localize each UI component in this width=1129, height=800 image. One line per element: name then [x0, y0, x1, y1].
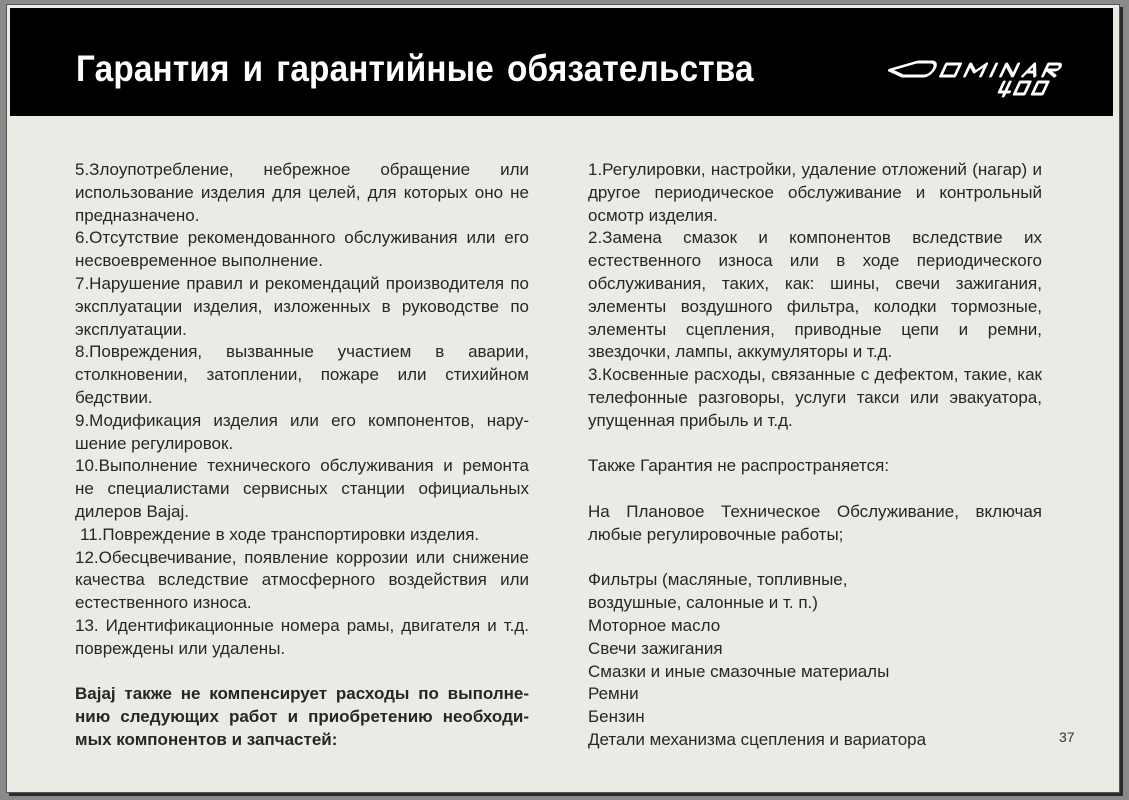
list-item: 11.Повреждение в ходе транспортировки изделия. — [80, 524, 480, 544]
spacer — [588, 478, 1042, 501]
list-item: воздушные, салонные и т. п.) — [588, 593, 818, 613]
list-item: 7.Нарушение правил и рекомендаций производителя по эксплуатации изделия, изложенных в руководстве по эксплуатации. — [75, 273, 529, 339]
list-item: 3.Косвенные расходы, связанные с дефектом, такие, как телефонные разговоры, услуги такси или эвакуатора, упущенная прибыль и т.д. — [588, 365, 1042, 430]
page-title: Гарантия и гарантийные обязательства — [76, 48, 754, 89]
manual-page — [6, 4, 1120, 793]
paragraph: На Плановое Техническое Обслуживание, включая любые регулировочные работы; — [588, 501, 1042, 544]
paragraph: Также Гарантия не распространяется: — [588, 456, 890, 476]
list-item: Свечи зажигания — [588, 638, 723, 658]
list-item: Бензин — [588, 707, 645, 727]
right-column — [588, 159, 1042, 752]
list-item: Фильтры (масляные, топливные, — [588, 570, 848, 590]
list-item: Ремни — [588, 684, 639, 704]
list-item: Моторное масло — [588, 615, 721, 635]
exclusions-heading: Bajaj также не компенсирует расходы по выполне-нию следующих работ и приобретению необходи-мых компонентов и запчастей: — [75, 684, 529, 749]
left-column — [75, 159, 529, 752]
list-item: 1.Регулировки, настройки, удаление отложений (нагар) и другое периодическое обслуживание и контрольный осмотр изделия. — [588, 160, 1042, 225]
page-header — [10, 8, 1113, 116]
list-item: 8.Повреждения, вызванные участием в аварии, столкновении, затоплении, пожаре или стихийном бедствии. — [75, 342, 529, 407]
list-item: 12.Обесцвечивание, появление коррозии или снижение качества вследствие атмосферного воздействия или естественного износа. — [75, 547, 529, 613]
list-item: Детали механизма сцепления и вариатора — [588, 729, 927, 749]
list-item: 13. Идентификационные номера рамы, двигателя и т.д. повреждены или удалены. — [75, 615, 529, 658]
page-number: 37 — [1059, 729, 1075, 745]
list-item: 6.Отсутствие рекомендованного обслуживания или его несвоевременное выполнение. — [75, 228, 529, 271]
spacer — [588, 433, 1042, 456]
spacer — [75, 661, 529, 684]
list-item: 9.Модификация изделия или его компонентов, нару-шение регулировок. — [75, 410, 529, 453]
dominar-logo — [872, 52, 1072, 98]
list-item: Смазки и иные смазочные материалы — [588, 661, 890, 681]
list-item: 5.Злоупотребление, небрежное обращение или использование изделия для целей, для которых оно не предназначено. — [75, 160, 529, 225]
spacer — [588, 547, 1042, 570]
list-item: 2.Замена смазок и компонентов вследствие их естественного износа или в ходе периодического обслуживания, таких, как: шины, свечи зажигания, элементы воздушного фильтра, колодки тормозные, элементы сцепления, приводные цепи и ремни, звездочки, лампы, аккумуляторы и т.д. — [588, 228, 1042, 362]
list-item: 10.Выполнение технического обслуживания и ремонта не специалистами сервисных станции официальных дилеров Bajaj. — [75, 456, 529, 521]
